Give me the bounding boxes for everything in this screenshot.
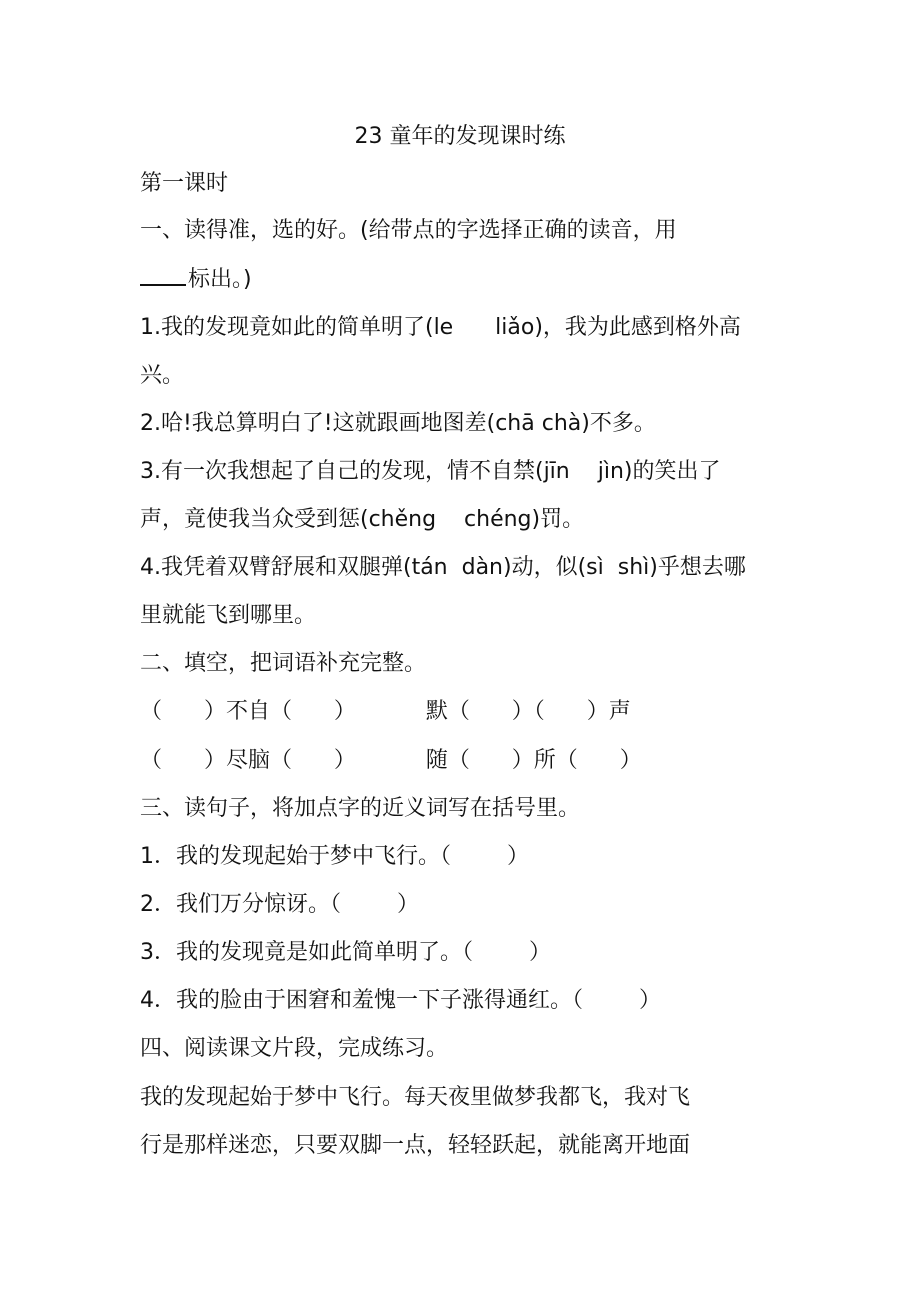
lesson-label: 第一课时 bbox=[140, 171, 229, 196]
question-3-line-b: 声，竟使我当众受到惩(chěng chéng)罚。 bbox=[140, 507, 585, 532]
synonym-item-3: 3．我的发现竟是如此简单明了。（ ） bbox=[140, 940, 551, 965]
section1-heading-cont-text: 标出。) bbox=[188, 267, 252, 292]
section3-heading: 三、读句子，将加点字的近义词写在括号里。 bbox=[140, 796, 581, 821]
section4-heading: 四、阅读课文片段，完成练习。 bbox=[140, 1036, 449, 1061]
section1-heading-cont bbox=[140, 259, 252, 301]
synonym-item-4: 4．我的脸由于困窘和羞愧一下子涨得通红。（ ） bbox=[140, 988, 661, 1013]
section2-heading: 二、填空，把词语补充完整。 bbox=[140, 651, 427, 676]
question-2-line-a: 2.哈!我总算明白了!这就跟画地图差(chā chà)不多。 bbox=[140, 411, 656, 436]
question-4-line-b: 里就能飞到哪里。 bbox=[140, 603, 317, 628]
synonym-item-2: 2．我们万分惊讶。（ ） bbox=[140, 892, 419, 917]
synonym-item-1: 1．我的发现起始于梦中飞行。（ ） bbox=[140, 844, 529, 869]
reading-paragraph-line-1: 我的发现起始于梦中飞行。每天夜里做梦我都飞，我对飞 bbox=[140, 1085, 691, 1110]
reading-paragraph-line-2: 行是那样迷恋，只要双脚一点，轻轻跃起，就能离开地面 bbox=[140, 1133, 691, 1158]
page-title: 23 童年的发现课时练 bbox=[354, 124, 566, 149]
fill-row-1: （ ）不自（ ） 默（ ）（ ）声 bbox=[140, 699, 631, 724]
question-1-line-a: 1.我的发现竟如此的简单明了(le liǎo)，我为此感到格外高 bbox=[140, 315, 741, 340]
question-4-line-a: 4.我凭着双臂舒展和双腿弹(tán dàn)动，似(sì shì)乎想去哪 bbox=[140, 555, 746, 580]
answer-blank bbox=[140, 264, 186, 286]
question-3-line-a: 3.有一次我想起了自己的发现，情不自禁(jīn jìn)的笑出了 bbox=[140, 459, 721, 484]
section1-heading: 一、读得准，选的好。(给带点的字选择正确的读音，用 bbox=[140, 218, 677, 243]
question-1-line-b: 兴。 bbox=[140, 363, 185, 388]
fill-row-2: （ ）尽脑（ ） 随（ ）所（ ） bbox=[140, 748, 642, 773]
